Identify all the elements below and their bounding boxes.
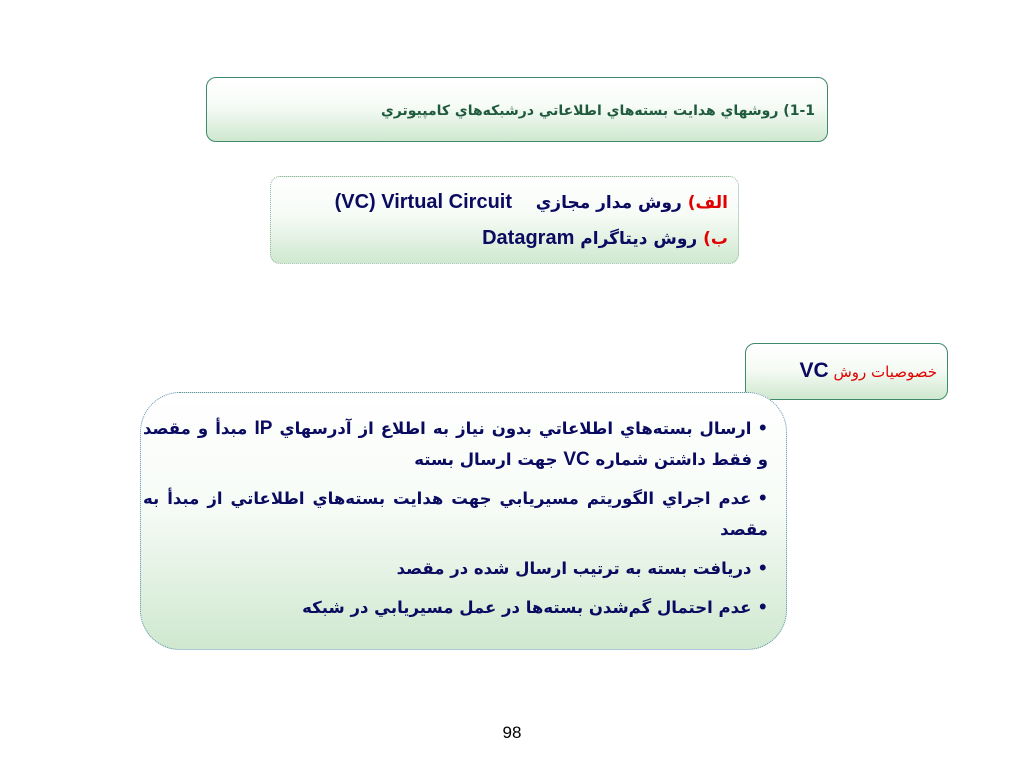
property-text: عدم اجراي الگوريتم مسيريابي جهت هدايت بسته‌هاي اطلاعاتي از مبدأ به مقصد — [143, 489, 768, 539]
slide-title: 1-1) روشهاي هدايت بسته‌هاي اطلاعاتي درشبكه‌هاي كامپيوتري — [380, 103, 815, 119]
property-item — [143, 483, 768, 545]
vc-heading-box — [745, 343, 948, 400]
method-a-marker: الف) — [687, 193, 728, 213]
method-b-label: روش ديتاگرام — [580, 229, 698, 249]
bullet-icon: • — [757, 598, 768, 617]
property-text: جهت ارسال بسته — [414, 450, 558, 469]
vc-heading-term: VC — [799, 359, 829, 382]
property-text: مبدأ و مقصد و فقط داشتن شماره — [143, 419, 768, 469]
property-item — [143, 413, 768, 475]
bullet-icon: • — [757, 489, 768, 508]
property-item — [143, 553, 768, 584]
methods-box — [270, 176, 739, 264]
properties-list — [143, 413, 768, 631]
method-b-latin: Datagram — [482, 227, 575, 249]
page-number: 98 — [502, 723, 522, 742]
method-a-latin: (VC) Virtual Circuit — [334, 191, 513, 213]
bullet-icon: • — [757, 419, 769, 438]
vc-heading — [799, 359, 937, 383]
method-a-line — [335, 191, 728, 214]
method-a-label: روش مدار مجازي — [535, 193, 682, 213]
property-text: ارسال بسته‌هاي اطلاعاتي بدون نياز به اطلاع از آدرسهاي — [279, 419, 752, 438]
method-b-marker: ب) — [703, 229, 728, 249]
vc-heading-prefix: خصوصيات روش — [833, 363, 937, 381]
bullet-icon: • — [757, 559, 768, 578]
property-text: عدم احتمال گم‌شدن بسته‌ها در عمل مسيريابي در شبكه — [302, 598, 752, 617]
properties-box — [140, 392, 787, 650]
property-text: IP — [254, 418, 273, 439]
title-box — [206, 77, 828, 142]
method-b-line — [482, 227, 728, 250]
property-item — [143, 592, 768, 623]
property-text: VC — [563, 449, 590, 470]
property-text: دريافت بسته به ترتيب ارسال شده در مقصد — [396, 559, 752, 578]
